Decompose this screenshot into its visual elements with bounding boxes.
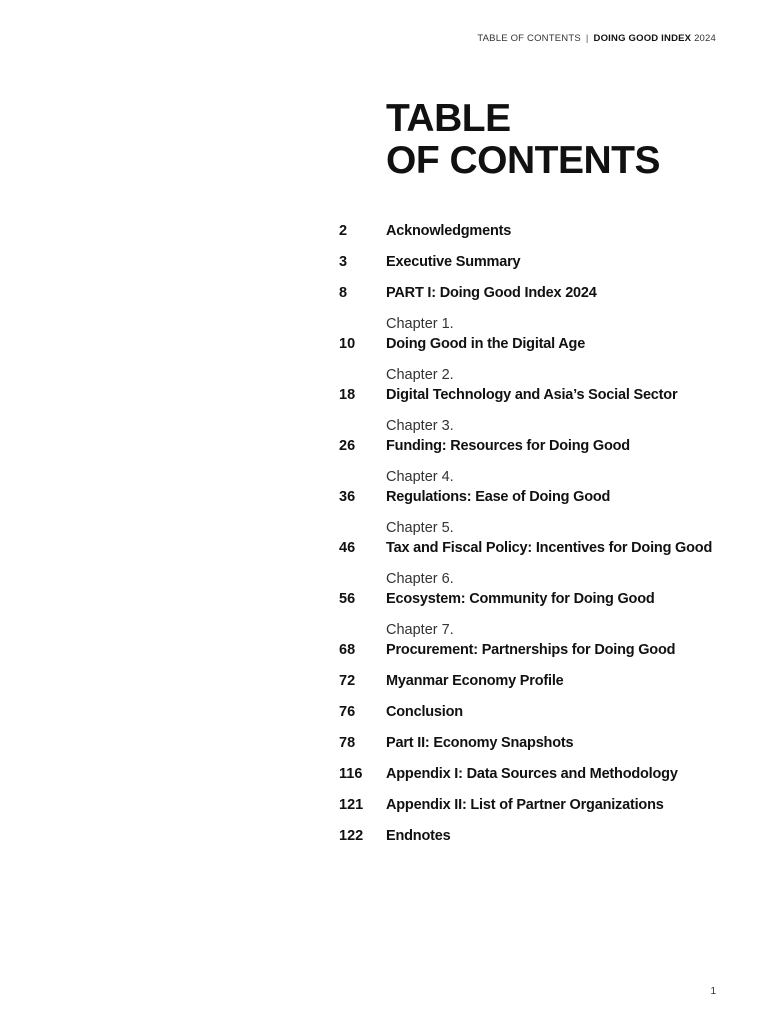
toc-entry-body (386, 702, 739, 723)
toc-page-number: 8 (339, 285, 348, 301)
toc-entry[interactable] (339, 252, 739, 273)
toc-entry-body (386, 365, 739, 406)
toc-entry-body (386, 671, 739, 692)
toc-chapter-label: Chapter 3. (386, 418, 454, 434)
toc-entry-title[interactable]: Tax and Fiscal Policy: Incentives for Doing Good (386, 540, 713, 556)
header-doc-year: 2024 (694, 33, 716, 44)
toc-page-number: 46 (339, 540, 356, 556)
toc-entry-body (386, 764, 739, 785)
toc-chapter-label: Chapter 7. (386, 622, 454, 638)
toc-entry-title[interactable]: Endnotes (386, 828, 451, 844)
page-title-line-2: OF CONTENTS (386, 139, 660, 182)
toc-entry[interactable] (339, 620, 739, 661)
header-doc-title: DOING GOOD INDEX (593, 33, 692, 44)
toc-entry-title[interactable]: Funding: Resources for Doing Good (386, 438, 630, 454)
toc-entry-body (386, 733, 739, 754)
toc-list (339, 221, 739, 857)
toc-entry[interactable] (339, 416, 739, 457)
toc-page-number: 10 (339, 336, 356, 352)
toc-page-number: 36 (339, 489, 356, 505)
header-section-label: TABLE OF CONTENTS (477, 33, 581, 44)
toc-entry[interactable] (339, 795, 739, 816)
toc-entry[interactable] (339, 467, 739, 508)
toc-page-number: 18 (339, 387, 356, 403)
toc-page-number: 68 (339, 642, 356, 658)
toc-page-number: 56 (339, 591, 356, 607)
toc-entry-body (386, 620, 739, 661)
toc-entry[interactable] (339, 702, 739, 723)
toc-entry-title[interactable]: PART I: Doing Good Index 2024 (386, 285, 597, 301)
toc-entry-body (386, 416, 739, 457)
toc-entry-title[interactable]: Appendix I: Data Sources and Methodology (386, 766, 678, 782)
toc-chapter-label: Chapter 4. (386, 469, 454, 485)
toc-entry-body (386, 518, 739, 559)
toc-page-number: 76 (339, 704, 356, 720)
toc-entry-body (386, 283, 739, 304)
toc-entry-title[interactable]: Procurement: Partnerships for Doing Good (386, 642, 676, 658)
toc-entry-title[interactable]: Part II: Economy Snapshots (386, 735, 574, 751)
toc-entry[interactable] (339, 518, 739, 559)
toc-page-number: 26 (339, 438, 356, 454)
toc-entry-body (386, 795, 739, 816)
toc-page-number: 116 (339, 766, 363, 782)
toc-page-number: 2 (339, 223, 348, 239)
toc-page-number: 121 (339, 797, 364, 813)
toc-chapter-label: Chapter 5. (386, 520, 454, 536)
toc-entry[interactable] (339, 365, 739, 406)
toc-page-number: 78 (339, 735, 356, 751)
toc-entry-title[interactable]: Acknowledgments (386, 223, 512, 239)
page-number: 1 (710, 986, 716, 997)
header-separator: | (585, 33, 589, 44)
toc-chapter-label: Chapter 1. (386, 316, 454, 332)
toc-entry-title[interactable]: Conclusion (386, 704, 463, 720)
toc-entry[interactable] (339, 826, 739, 847)
toc-entry-title[interactable]: Myanmar Economy Profile (386, 673, 564, 689)
toc-entry-title[interactable]: Appendix II: List of Partner Organizations (386, 797, 664, 813)
toc-entry-body (386, 314, 739, 355)
page-title (386, 98, 660, 182)
toc-entry[interactable] (339, 733, 739, 754)
toc-page-number: 72 (339, 673, 356, 689)
toc-chapter-label: Chapter 6. (386, 571, 454, 587)
toc-entry[interactable] (339, 569, 739, 610)
toc-entry-body (386, 569, 739, 610)
toc-entry-body (386, 826, 739, 847)
toc-entry-title[interactable]: Executive Summary (386, 254, 521, 270)
toc-entry-body (386, 221, 739, 242)
toc-entry[interactable] (339, 671, 739, 692)
toc-entry-body (386, 467, 739, 508)
toc-entry[interactable] (339, 764, 739, 785)
toc-entry[interactable] (339, 283, 739, 304)
toc-entry-title[interactable]: Regulations: Ease of Doing Good (386, 489, 611, 505)
toc-entry[interactable] (339, 314, 739, 355)
toc-chapter-label: Chapter 2. (386, 367, 454, 383)
running-header (477, 33, 716, 44)
toc-page-number: 3 (339, 254, 348, 270)
toc-entry-body (386, 252, 739, 273)
toc-entry[interactable] (339, 221, 739, 242)
toc-page-number: 122 (339, 828, 364, 844)
toc-entry-title[interactable]: Doing Good in the Digital Age (386, 336, 586, 352)
toc-entry-title[interactable]: Digital Technology and Asia’s Social Sector (386, 387, 678, 403)
toc-entry-title[interactable]: Ecosystem: Community for Doing Good (386, 591, 655, 607)
page-title-line-1: TABLE (386, 97, 511, 140)
